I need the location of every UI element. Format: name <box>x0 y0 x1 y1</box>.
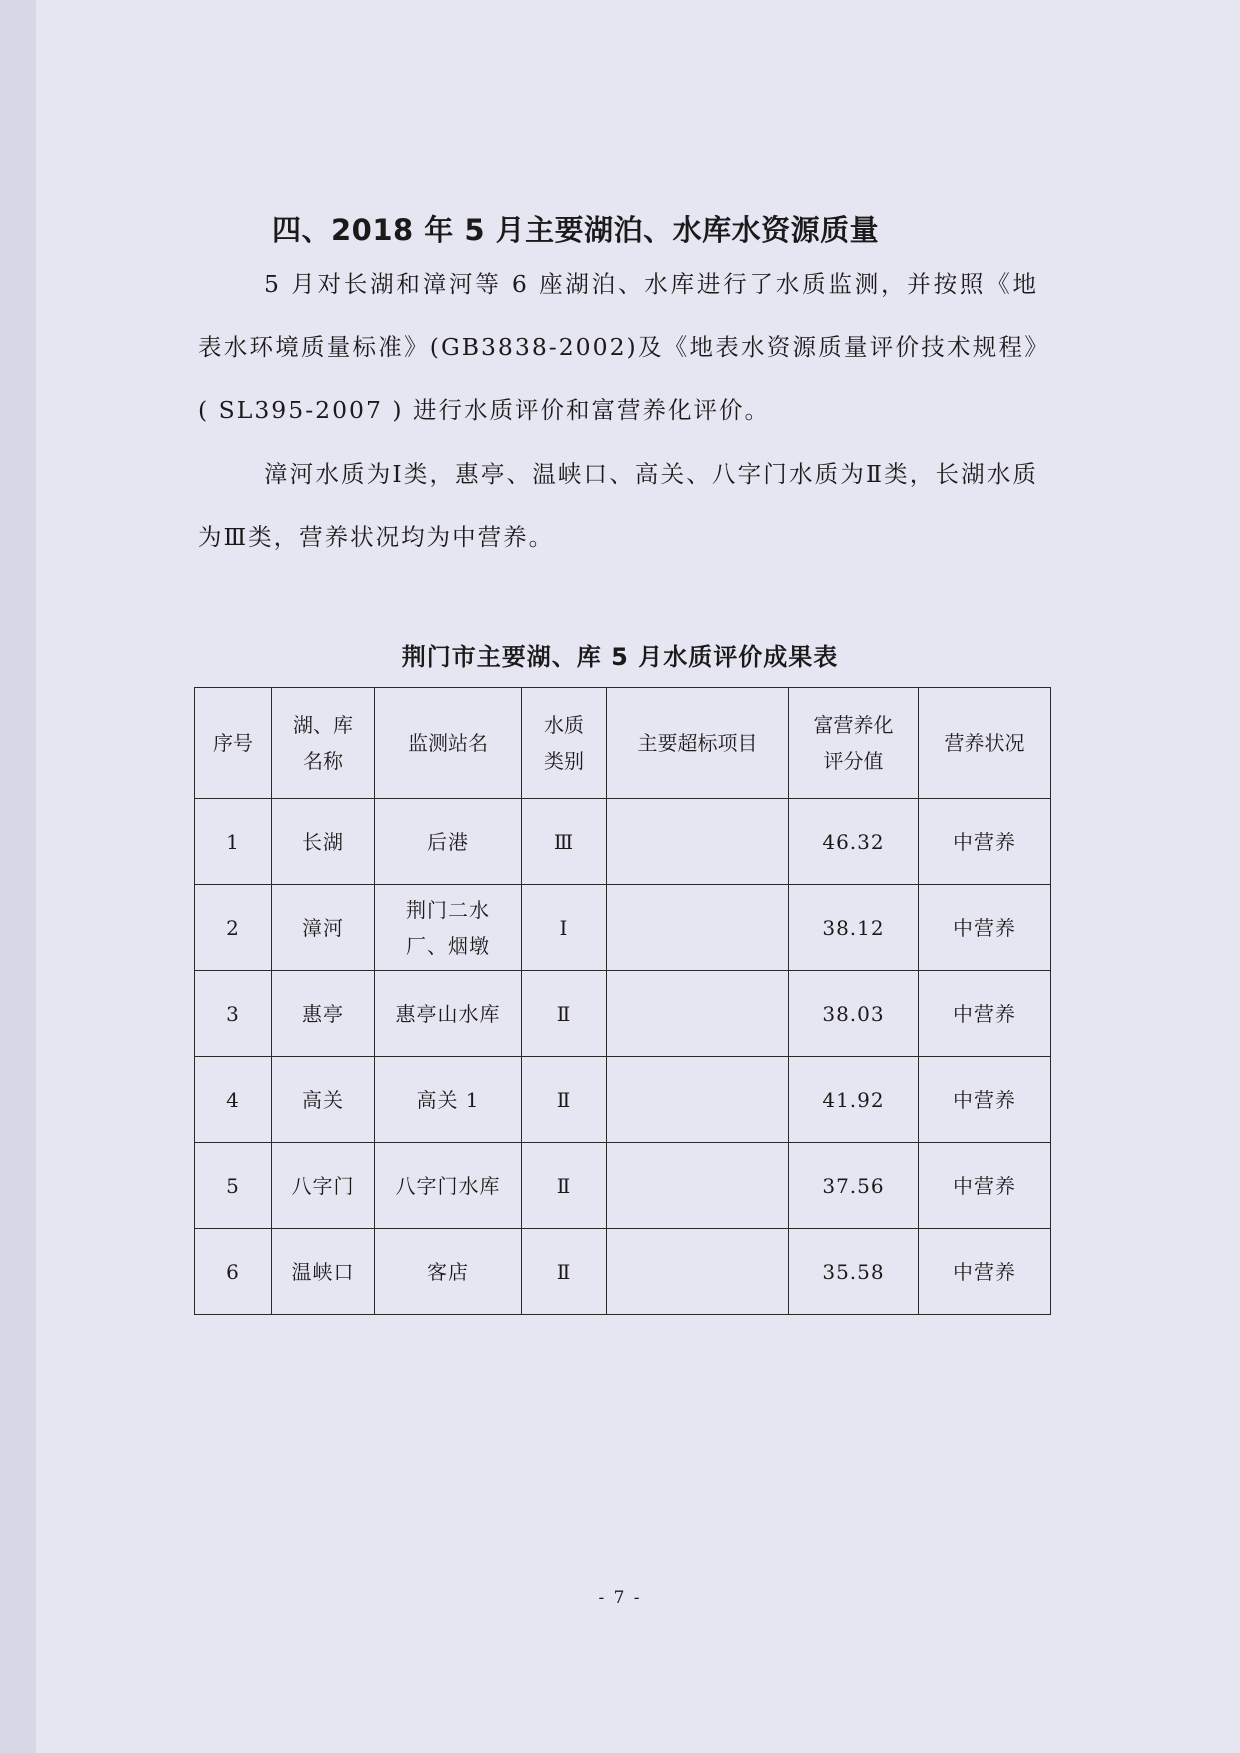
cell-index: 2 <box>195 885 272 971</box>
table-row <box>195 1143 1051 1229</box>
cell-status: 中营养 <box>919 1057 1051 1143</box>
cell-water-class: Ⅱ <box>522 1229 607 1315</box>
cell-name: 长湖 <box>272 799 375 885</box>
table-title: 荆门市主要湖、库 5 月水质评价成果表 <box>401 643 839 671</box>
table-row <box>195 1057 1051 1143</box>
scan-edge <box>0 0 36 1753</box>
cell-status: 中营养 <box>919 799 1051 885</box>
header-exceed: 主要超标项目 <box>607 688 789 799</box>
cell-exceed <box>607 1229 789 1315</box>
cell-exceed <box>607 971 789 1057</box>
cell-station: 八字门水库 <box>375 1143 522 1229</box>
cell-station: 后港 <box>375 799 522 885</box>
cell-score: 35.58 <box>789 1229 919 1315</box>
paragraph-results: 漳河水质为Ⅰ类，惠亭、温峡口、高关、八字门水质为Ⅱ类，长湖水质为Ⅲ类，营养状况均为中营养。 <box>198 460 1038 551</box>
cell-index: 1 <box>195 799 272 885</box>
cell-name: 漳河 <box>272 885 375 971</box>
water-quality-table <box>194 687 1051 1315</box>
cell-status: 中营养 <box>919 1143 1051 1229</box>
section-heading: 四、2018 年 5 月主要湖泊、水库水资源质量 <box>272 213 880 247</box>
cell-score: 38.03 <box>789 971 919 1057</box>
cell-station: 客店 <box>375 1229 522 1315</box>
table-row <box>195 1229 1051 1315</box>
header-name: 湖、库 名称 <box>272 688 375 799</box>
table-row <box>195 885 1051 971</box>
cell-exceed <box>607 885 789 971</box>
cell-status: 中营养 <box>919 971 1051 1057</box>
cell-index: 3 <box>195 971 272 1057</box>
header-water-class: 水质 类别 <box>522 688 607 799</box>
cell-water-class: Ⅲ <box>522 799 607 885</box>
cell-exceed <box>607 1057 789 1143</box>
cell-exceed <box>607 1143 789 1229</box>
cell-name: 高关 <box>272 1057 375 1143</box>
cell-station: 惠亭山水库 <box>375 971 522 1057</box>
cell-index: 4 <box>195 1057 272 1143</box>
cell-name: 惠亭 <box>272 971 375 1057</box>
cell-score: 38.12 <box>789 885 919 971</box>
cell-index: 5 <box>195 1143 272 1229</box>
cell-name: 八字门 <box>272 1143 375 1229</box>
cell-score: 46.32 <box>789 799 919 885</box>
table-row <box>195 799 1051 885</box>
cell-station: 高关 1 <box>375 1057 522 1143</box>
cell-water-class: Ⅰ <box>522 885 607 971</box>
cell-exceed <box>607 799 789 885</box>
header-index: 序号 <box>195 688 272 799</box>
table-header-row <box>195 688 1051 799</box>
header-station: 监测站名 <box>375 688 522 799</box>
cell-water-class: Ⅱ <box>522 1143 607 1229</box>
cell-status: 中营养 <box>919 885 1051 971</box>
cell-score: 37.56 <box>789 1143 919 1229</box>
cell-name: 温峡口 <box>272 1229 375 1315</box>
cell-station: 荆门二水 厂、烟墩 <box>375 885 522 971</box>
cell-status: 中营养 <box>919 1229 1051 1315</box>
table-row <box>195 971 1051 1057</box>
header-score: 富营养化 评分值 <box>789 688 919 799</box>
paragraph-monitoring: 5 月对长湖和漳河等 6 座湖泊、水库进行了水质监测，并按照《地表水环境质量标准》(GB3838-2002)及《地表水资源质量评价技术规程》( SL395-2007 ) 进行水质评价和富营养化评价。 <box>198 270 1038 424</box>
cell-score: 41.92 <box>789 1057 919 1143</box>
cell-water-class: Ⅱ <box>522 971 607 1057</box>
page-number: - 7 - <box>598 1588 642 1608</box>
cell-index: 6 <box>195 1229 272 1315</box>
cell-water-class: Ⅱ <box>522 1057 607 1143</box>
header-status: 营养状况 <box>919 688 1051 799</box>
